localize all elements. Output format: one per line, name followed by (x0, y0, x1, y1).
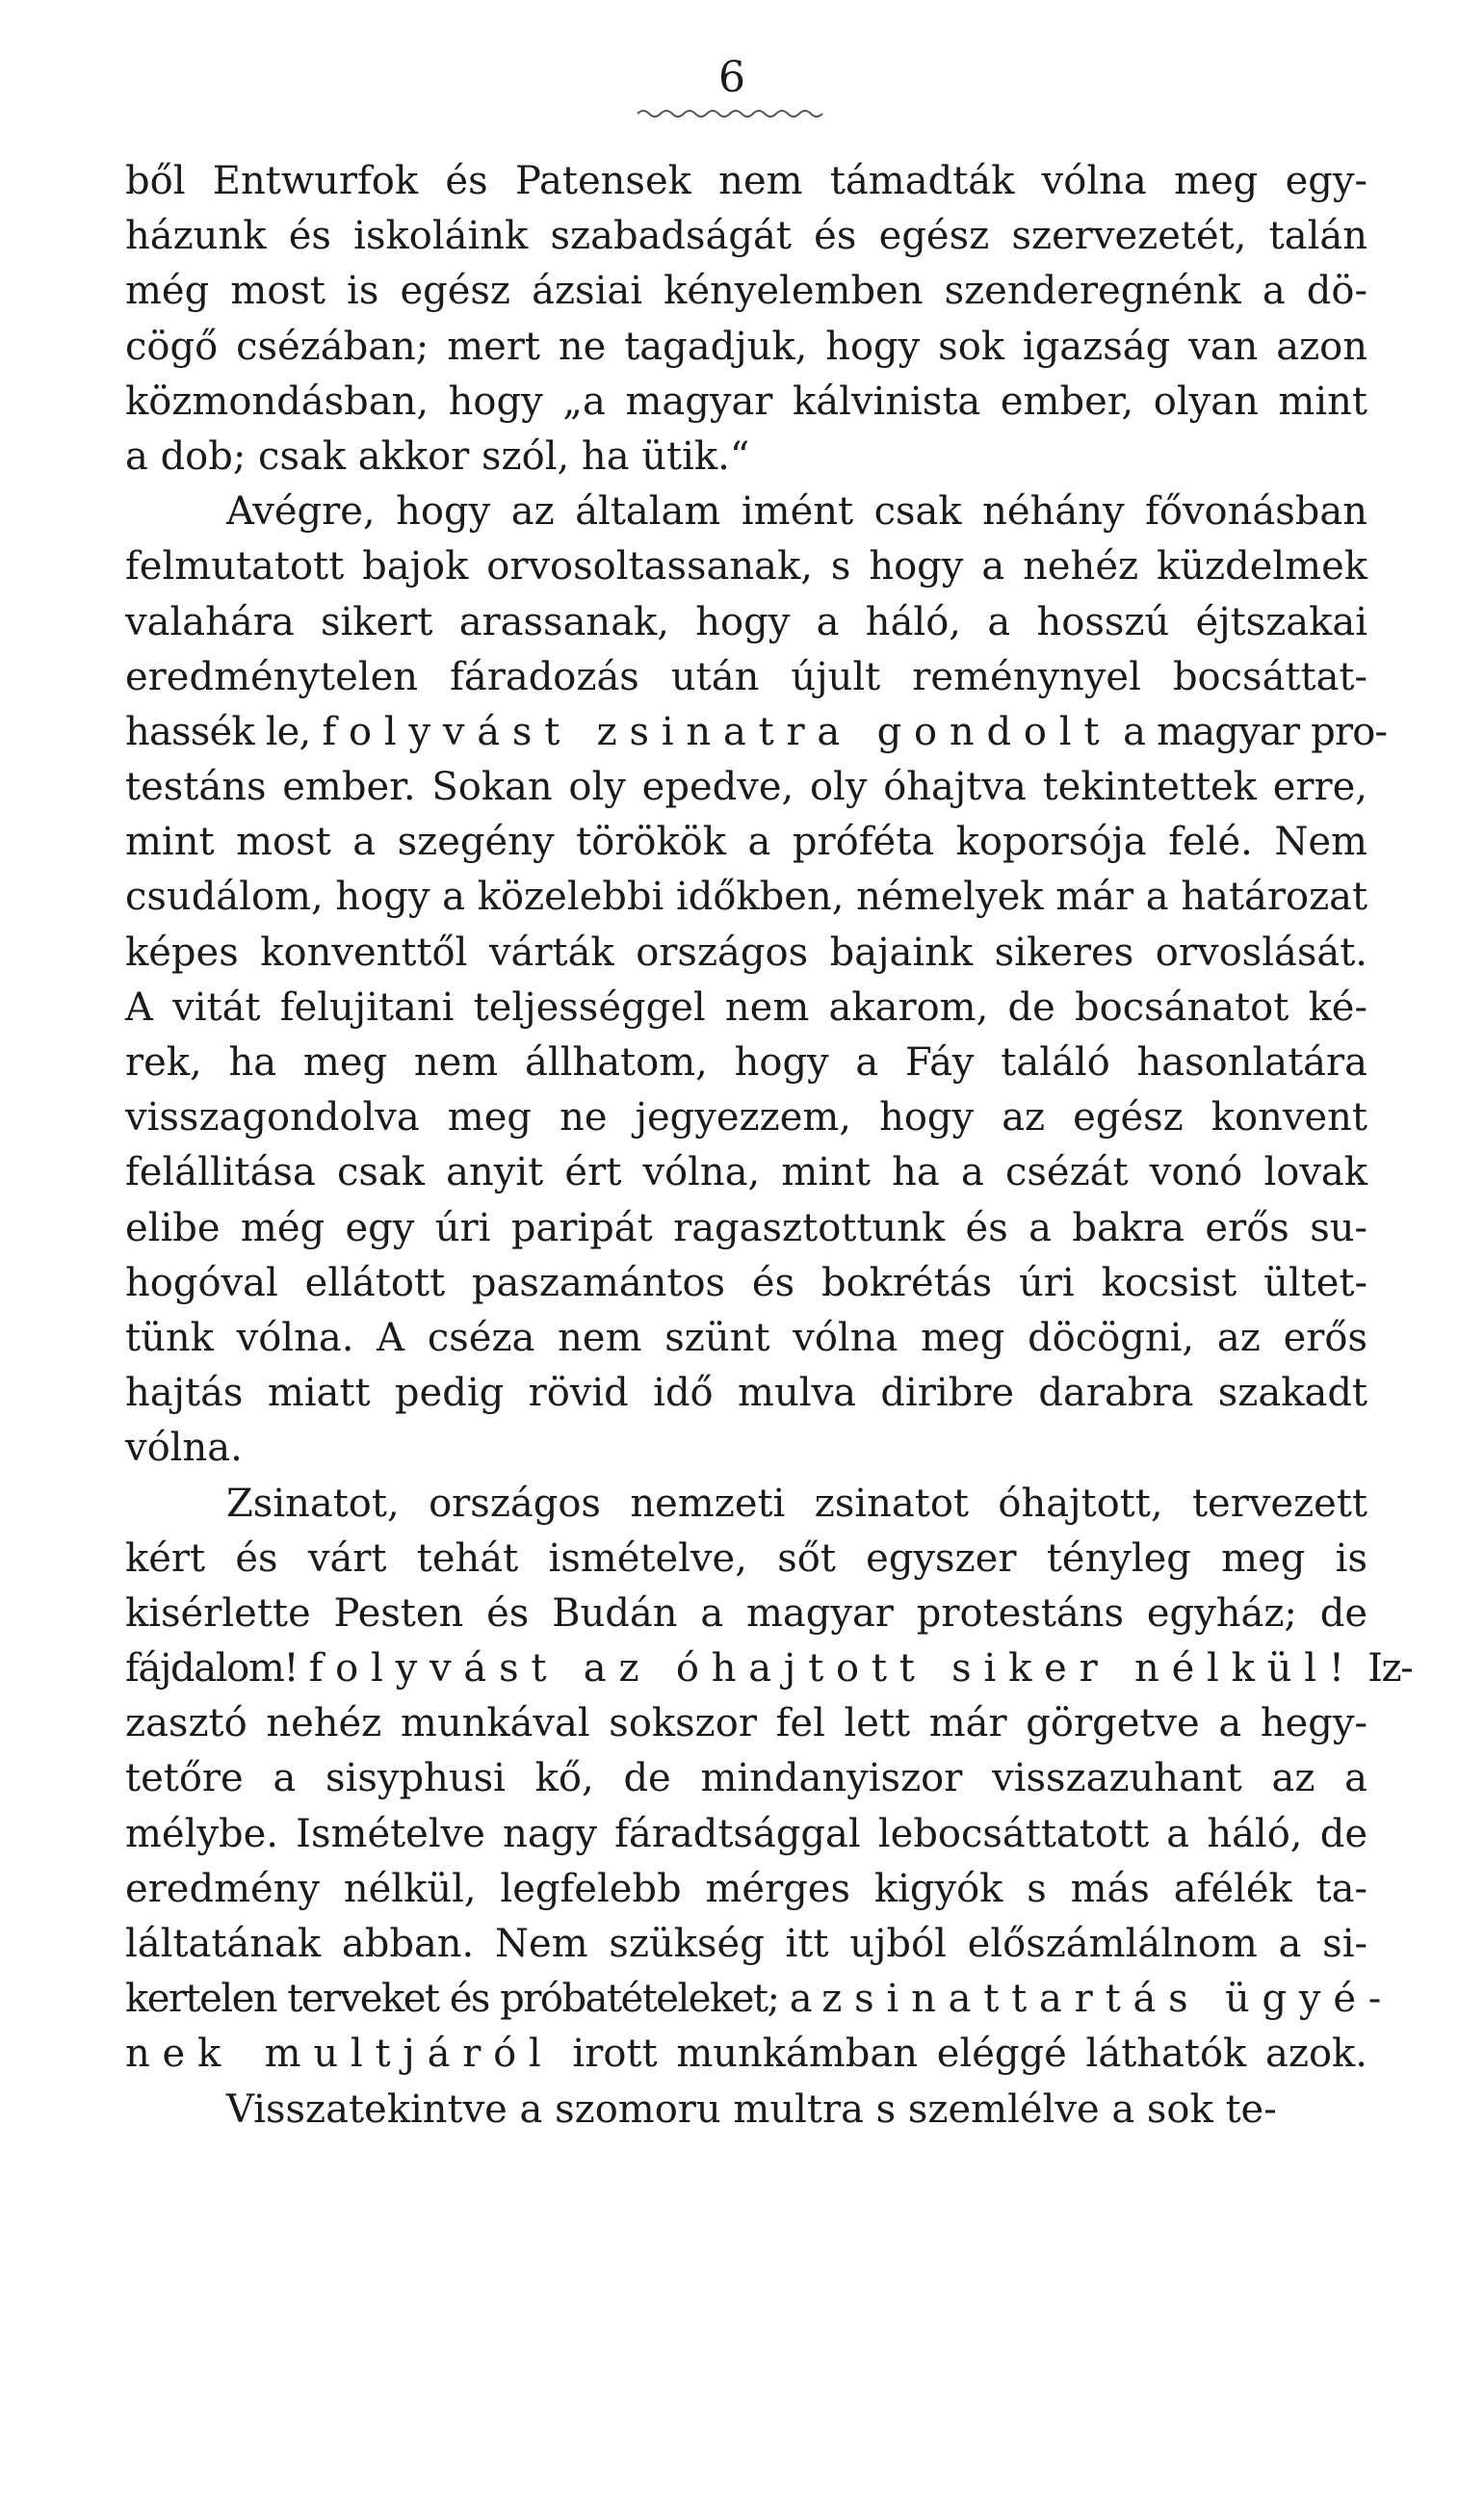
rule-ornament-icon (636, 106, 828, 121)
text-line: mint most a szegény törökök a próféta koporsója felé. Nem (125, 820, 1367, 865)
text-line: közmondásban, hogy „a magyar kálvinista ember, olyan mint (125, 379, 1367, 424)
text-segment: fájdalom! (125, 1646, 309, 1692)
text-line: hajtás miatt pedig rövid idő mulva diribre darabra szakadt (125, 1371, 1367, 1416)
text-line: ből Entwurfok és Patensek nem támadták vólna meg egy- (125, 159, 1367, 203)
text-line: felállitása csak anyit ért vólna, mint ha a csézát vonó lovak (125, 1150, 1367, 1195)
text-line (125, 2027, 1367, 2082)
text-line: hogóval ellátott paszamántos és bokrétás úri kocsist ültet- (125, 1260, 1367, 1305)
text-line: képes konventtől várták országos bajaink sikeres orvoslását. (125, 930, 1367, 975)
text-line: csudálom, hogy a közelebbi időkben, némelyek már a határozat (125, 875, 1368, 920)
text-line: tünk vólna. A cséza nem szünt vólna meg döcögni, az erős (125, 1315, 1367, 1360)
text-line: rek, ha meg nem állhatom, hogy a Fáy találó hasonlatára (125, 1040, 1367, 1085)
spaced-emphasis: folyvást az óhajtott siker nélkül! (308, 1646, 1357, 1692)
body-text (125, 154, 1413, 2138)
text-line: Zsinatot, országos nemzeti zsinatot óhajtott, tervezett (226, 1481, 1367, 1526)
text-line: kért és várt tehát ismételve, sőt egyszer tényleg meg is (125, 1535, 1367, 1581)
text-line: cögő csézában; mert ne tagadjuk, hogy sok igazság van azon (125, 324, 1367, 369)
spaced-emphasis: nek multjáról (125, 2032, 554, 2077)
text-line: vólna. (125, 1426, 243, 1471)
text-line: mélybe. Ismételve nagy fáradtsággal lebocsáttatott a háló, de (125, 1811, 1367, 1856)
text-line: zasztó nehéz munkával sokszor fel lett már görgetve a hegy- (125, 1701, 1367, 1746)
text-line (125, 705, 1388, 760)
text-line: tetőre a sisyphusi kő, de mindanyiszor visszazuhant az a (125, 1756, 1367, 1801)
text-segment: Iz- (1356, 1646, 1413, 1692)
text-line: eredménytelen fáradozás után újult reménynyel bocsáttat- (125, 654, 1367, 699)
text-line: visszagondolva meg ne jegyezzem, hogy az egész konvent (125, 1095, 1367, 1141)
text-line: elibe még egy úri paripát ragasztottunk és a bakra erős su- (125, 1205, 1367, 1250)
text-line: kisérlette Pesten és Budán a magyar protestáns egyház; de (125, 1590, 1367, 1636)
text-line (125, 1972, 1394, 2027)
text-line: Avégre, hogy az általam imént csak néhány fővonásban (226, 489, 1367, 535)
text-line: testáns ember. Sokan oly epedve, oly óhajtva tekintettek erre, (125, 765, 1367, 810)
text-line: Visszatekintve a szomoru multra s szemlélve a sok te- (226, 2086, 1277, 2132)
page-number: 6 (718, 53, 745, 102)
text-line: eredmény nélkül, legfelebb mérges kigyók s más afélék ta- (125, 1866, 1367, 1911)
text-line: felmutatott bajok orvosoltassanak, s hogy a nehéz küzdelmek (125, 544, 1367, 590)
text-line: a dob; csak akkor szól, ha ütik.“ (125, 433, 750, 479)
text-line: még most is egész ázsiai kényelemben szenderegnénk a dö- (125, 269, 1367, 314)
text-segment: kertelen terveket és próbatételeket; a (125, 1977, 822, 2022)
text-line (125, 1641, 1413, 1696)
spaced-emphasis: zsinattartás ügyé- (821, 1977, 1394, 2022)
text-segment: hassék le, (125, 709, 323, 754)
text-segment: irott munkámban eléggé láthatók azok. (553, 2032, 1368, 2077)
text-line: A vitát felujitani teljességgel nem akarom, de bocsánatot ké- (125, 984, 1367, 1030)
text-line: valahára sikert arassanak, hogy a háló, a hosszú éjtszakai (125, 599, 1367, 644)
text-line: házunk és iskoláink szabadságát és egész szervezetét, talán (125, 214, 1367, 259)
text-segment: a magyar pro- (1111, 709, 1388, 754)
text-line: láltatának abban. Nem szükség itt ujból előszámlálnom a si- (125, 1922, 1367, 1966)
spaced-emphasis: folyvást zsinatra gondolt (322, 709, 1112, 754)
